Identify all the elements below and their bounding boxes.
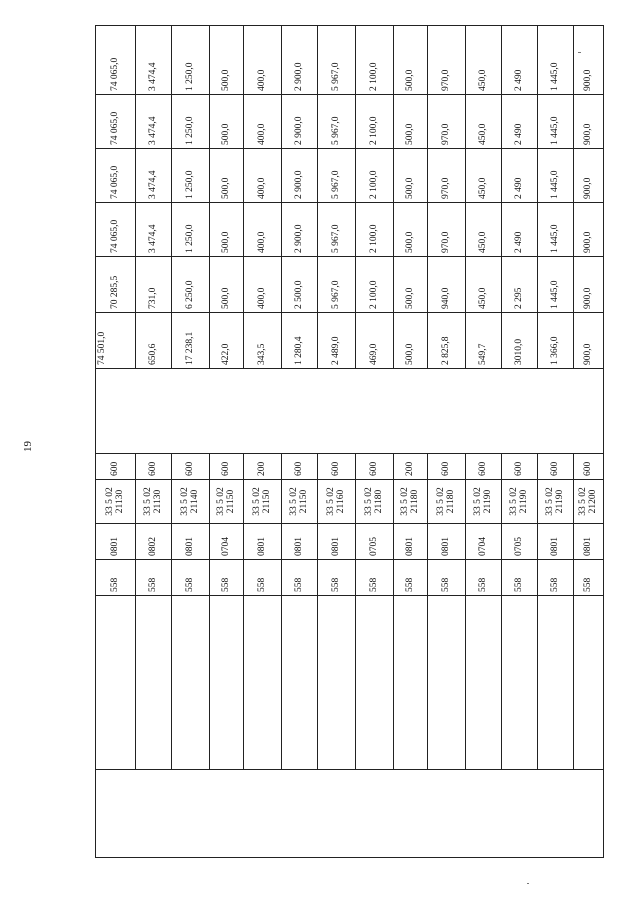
cell-year-6: 2 490 <box>502 26 538 95</box>
cell-expense-type: 600 <box>356 454 394 480</box>
cell-year-2: 500,0 <box>394 257 428 313</box>
cell-year-4: 450,0 <box>466 149 502 203</box>
cell-notes <box>96 369 136 454</box>
cell-notes <box>244 369 282 454</box>
cell-year-4: 5 967,0 <box>318 149 356 203</box>
cell-target-article: 33 5 02 21190 <box>502 480 538 524</box>
cell-year-4: 900,0 <box>574 149 604 203</box>
cell-year-5: 2 490 <box>502 95 538 149</box>
cell-target <box>282 596 318 770</box>
cell-year-3: 2 900,0 <box>282 203 318 257</box>
cell-ministry: 558 <box>428 560 466 596</box>
cell-year-1: 422,0 <box>210 313 244 369</box>
cell-expense-type: 600 <box>96 454 136 480</box>
budget-table-container <box>95 57 603 858</box>
cell-year-6: 1 250,0 <box>172 26 210 95</box>
cell-year-1: 650,6 <box>136 313 172 369</box>
cell-target-article: 33 5 02 21190 <box>538 480 574 524</box>
cell-description <box>318 770 356 858</box>
cell-year-4: 1 445,0 <box>538 149 574 203</box>
cell-year-6: 400,0 <box>244 26 282 95</box>
cell-year-5: 3 474,4 <box>136 95 172 149</box>
table-row <box>210 26 244 858</box>
cell-year-2: 2 500,0 <box>282 257 318 313</box>
cell-description <box>136 770 172 858</box>
cell-section: 0801 <box>538 524 574 560</box>
table-row <box>96 26 136 858</box>
cell-section: 0801 <box>574 524 604 560</box>
cell-year-5: 400,0 <box>244 95 282 149</box>
cell-year-2: 500,0 <box>210 257 244 313</box>
cell-notes <box>574 369 604 454</box>
cell-year-4: 400,0 <box>244 149 282 203</box>
cell-description <box>428 770 466 858</box>
cell-description <box>244 770 282 858</box>
table-row <box>394 26 428 858</box>
page-mark <box>527 883 529 884</box>
cell-ministry: 558 <box>318 560 356 596</box>
cell-expense-type: 600 <box>428 454 466 480</box>
cell-year-3: 2 490 <box>502 203 538 257</box>
cell-year-1: 549,7 <box>466 313 502 369</box>
cell-expense-type: 200 <box>244 454 282 480</box>
cell-expense-type: 600 <box>282 454 318 480</box>
cell-year-1: 1 366,0 <box>538 313 574 369</box>
cell-target <box>502 596 538 770</box>
cell-ministry: 558 <box>574 560 604 596</box>
cell-year-5: 74 065,0 <box>96 95 136 149</box>
table-row <box>502 26 538 858</box>
cell-year-6: 450,0 <box>466 26 502 95</box>
cell-target <box>574 596 604 770</box>
cell-year-1: 1 280,4 <box>282 313 318 369</box>
cell-target <box>538 596 574 770</box>
cell-year-5: 1 250,0 <box>172 95 210 149</box>
cell-year-2: 400,0 <box>244 257 282 313</box>
cell-year-6: 900,0 <box>574 26 604 95</box>
cell-section: 0801 <box>318 524 356 560</box>
table-row <box>538 26 574 858</box>
cell-year-3: 450,0 <box>466 203 502 257</box>
cell-year-4: 74 065,0 <box>96 149 136 203</box>
cell-expense-type: 600 <box>172 454 210 480</box>
cell-target <box>428 596 466 770</box>
cell-target-article: 33 5 02 21190 <box>466 480 502 524</box>
cell-section: 0704 <box>210 524 244 560</box>
cell-description <box>356 770 394 858</box>
cell-year-4: 1 250,0 <box>172 149 210 203</box>
cell-year-1: 900,0 <box>574 313 604 369</box>
cell-expense-type: 600 <box>502 454 538 480</box>
table-body <box>96 26 604 858</box>
cell-target-article: 33 5 02 21180 <box>356 480 394 524</box>
cell-year-5: 2 100,0 <box>356 95 394 149</box>
cell-year-3: 74 065,0 <box>96 203 136 257</box>
cell-year-6: 5 967,0 <box>318 26 356 95</box>
cell-year-2: 900,0 <box>574 257 604 313</box>
cell-year-3: 500,0 <box>210 203 244 257</box>
cell-year-4: 2 900,0 <box>282 149 318 203</box>
cell-ministry: 558 <box>538 560 574 596</box>
cell-section: 0704 <box>466 524 502 560</box>
cell-year-2: 450,0 <box>466 257 502 313</box>
cell-expense-type: 200 <box>394 454 428 480</box>
cell-target <box>244 596 282 770</box>
cell-year-3: 970,0 <box>428 203 466 257</box>
cell-year-5: 5 967,0 <box>318 95 356 149</box>
cell-target <box>172 596 210 770</box>
cell-ministry: 558 <box>210 560 244 596</box>
cell-notes <box>172 369 210 454</box>
cell-section: 0801 <box>282 524 318 560</box>
cell-ministry: 558 <box>96 560 136 596</box>
cell-ministry: 558 <box>502 560 538 596</box>
cell-year-2: 1 445,0 <box>538 257 574 313</box>
cell-section: 0802 <box>136 524 172 560</box>
page-mark <box>578 52 581 53</box>
cell-year-5: 1 445,0 <box>538 95 574 149</box>
cell-expense-type: 600 <box>318 454 356 480</box>
cell-year-5: 450,0 <box>466 95 502 149</box>
cell-year-6: 970,0 <box>428 26 466 95</box>
page-number: 19 <box>22 441 34 452</box>
cell-year-4: 970,0 <box>428 149 466 203</box>
cell-year-3: 900,0 <box>574 203 604 257</box>
cell-year-4: 3 474,4 <box>136 149 172 203</box>
cell-description <box>502 770 538 858</box>
cell-target-article: 33 5 02 21200 <box>574 480 604 524</box>
cell-year-5: 2 900,0 <box>282 95 318 149</box>
cell-ministry: 558 <box>136 560 172 596</box>
cell-year-4: 2 490 <box>502 149 538 203</box>
cell-description <box>466 770 502 858</box>
cell-target-article: 33 5 02 21150 <box>210 480 244 524</box>
cell-year-6: 2 900,0 <box>282 26 318 95</box>
cell-ministry: 558 <box>466 560 502 596</box>
table-row <box>172 26 210 858</box>
cell-target <box>96 596 136 770</box>
cell-notes <box>502 369 538 454</box>
cell-notes <box>318 369 356 454</box>
cell-notes <box>394 369 428 454</box>
cell-notes <box>466 369 502 454</box>
cell-expense-type: 600 <box>538 454 574 480</box>
cell-year-2: 940,0 <box>428 257 466 313</box>
cell-target-article: 33 5 02 21160 <box>318 480 356 524</box>
cell-year-6: 74 065,0 <box>96 26 136 95</box>
cell-year-1: 469,0 <box>356 313 394 369</box>
cell-description <box>574 770 604 858</box>
cell-target-article: 33 5 02 21150 <box>282 480 318 524</box>
cell-year-5: 900,0 <box>574 95 604 149</box>
cell-year-3: 400,0 <box>244 203 282 257</box>
cell-year-1: 500,0 <box>394 313 428 369</box>
cell-target-article: 33 5 02 21180 <box>394 480 428 524</box>
cell-section: 0801 <box>394 524 428 560</box>
cell-target-article: 33 5 02 21130 <box>136 480 172 524</box>
cell-section: 0801 <box>172 524 210 560</box>
cell-year-3: 3 474,4 <box>136 203 172 257</box>
cell-year-6: 3 474,4 <box>136 26 172 95</box>
cell-year-3: 2 100,0 <box>356 203 394 257</box>
cell-year-3: 1 445,0 <box>538 203 574 257</box>
cell-description <box>282 770 318 858</box>
cell-section: 0801 <box>428 524 466 560</box>
cell-year-3: 5 967,0 <box>318 203 356 257</box>
cell-year-1: 17 238,1 <box>172 313 210 369</box>
cell-section: 0801 <box>244 524 282 560</box>
cell-notes <box>136 369 172 454</box>
cell-ministry: 558 <box>172 560 210 596</box>
cell-year-6: 500,0 <box>394 26 428 95</box>
cell-description <box>210 770 244 858</box>
cell-year-5: 500,0 <box>394 95 428 149</box>
cell-year-6: 1 445,0 <box>538 26 574 95</box>
cell-notes <box>428 369 466 454</box>
cell-year-5: 500,0 <box>210 95 244 149</box>
cell-year-2: 70 285,5 <box>96 257 136 313</box>
cell-target <box>466 596 502 770</box>
cell-section: 0705 <box>356 524 394 560</box>
cell-year-1: 343,5 <box>244 313 282 369</box>
cell-notes <box>282 369 318 454</box>
table-row <box>318 26 356 858</box>
cell-year-1: 3010,0 <box>502 313 538 369</box>
cell-year-1: 74 501,0 <box>96 313 136 369</box>
cell-year-4: 500,0 <box>210 149 244 203</box>
cell-ministry: 558 <box>282 560 318 596</box>
cell-expense-type: 600 <box>466 454 502 480</box>
table-row <box>356 26 394 858</box>
cell-target-article: 33 5 02 21130 <box>96 480 136 524</box>
cell-year-2: 5 967,0 <box>318 257 356 313</box>
cell-notes <box>210 369 244 454</box>
cell-target <box>356 596 394 770</box>
table-row <box>136 26 172 858</box>
cell-expense-type: 600 <box>574 454 604 480</box>
budget-table <box>95 25 604 858</box>
cell-target <box>394 596 428 770</box>
cell-year-6: 2 100,0 <box>356 26 394 95</box>
cell-year-2: 6 250,0 <box>172 257 210 313</box>
cell-target <box>318 596 356 770</box>
cell-target-article: 33 5 02 21150 <box>244 480 282 524</box>
cell-notes <box>356 369 394 454</box>
cell-ministry: 558 <box>394 560 428 596</box>
cell-year-5: 970,0 <box>428 95 466 149</box>
cell-ministry: 558 <box>244 560 282 596</box>
cell-target-article: 33 5 02 21180 <box>428 480 466 524</box>
cell-year-3: 1 250,0 <box>172 203 210 257</box>
cell-target <box>210 596 244 770</box>
cell-target-article: 33 5 02 21140 <box>172 480 210 524</box>
cell-section: 0705 <box>502 524 538 560</box>
cell-expense-type: 600 <box>210 454 244 480</box>
cell-expense-type: 600 <box>136 454 172 480</box>
cell-year-3: 500,0 <box>394 203 428 257</box>
cell-section: 0801 <box>96 524 136 560</box>
table-row <box>574 26 604 858</box>
cell-description <box>96 770 136 858</box>
cell-target <box>136 596 172 770</box>
cell-ministry: 558 <box>356 560 394 596</box>
cell-notes <box>538 369 574 454</box>
cell-year-6: 500,0 <box>210 26 244 95</box>
table-row <box>466 26 502 858</box>
cell-description <box>394 770 428 858</box>
table-row <box>282 26 318 858</box>
cell-year-4: 500,0 <box>394 149 428 203</box>
cell-description <box>172 770 210 858</box>
cell-year-2: 2 100,0 <box>356 257 394 313</box>
table-row <box>428 26 466 858</box>
table-row <box>244 26 282 858</box>
cell-year-4: 2 100,0 <box>356 149 394 203</box>
cell-year-1: 2 825,8 <box>428 313 466 369</box>
cell-year-1: 2 489,0 <box>318 313 356 369</box>
cell-year-2: 731,0 <box>136 257 172 313</box>
cell-year-2: 2 295 <box>502 257 538 313</box>
cell-description <box>538 770 574 858</box>
